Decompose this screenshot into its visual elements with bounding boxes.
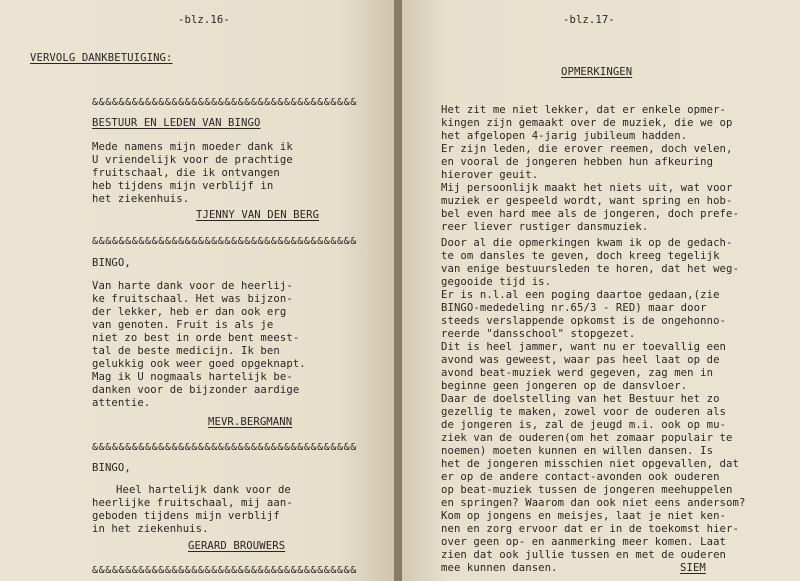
letter2-line: Mag ik U nogmaals hartelijk be-: [92, 371, 293, 383]
paragraph-line: reer liever rustiger dansmuziek.: [441, 221, 649, 233]
separator: &&&&&&&&&&&&&&&&&&&&&&&&&&&&&&&&&&&&&&&&: [92, 565, 357, 576]
letter2-signature: MEVR.BERGMANN: [208, 416, 293, 428]
book-gutter: [394, 0, 402, 581]
letter2-line: danken voor de bijzonder aardige: [92, 384, 300, 396]
paragraph-line: Daar de doelstelling van het Bestuur het zo: [441, 393, 720, 405]
paragraph-line: mee kunnen dansen.: [441, 562, 558, 574]
paragraph-line: Er zijn leden, die erover reemen, doch velen,: [441, 143, 733, 155]
letter2-line: tal de beste medicijn. Ik ben: [92, 345, 280, 357]
right-heading: OPMERKINGEN: [561, 66, 633, 78]
left-heading: VERVOLG DANKBETUIGING:: [30, 52, 173, 64]
paragraph-line: avond beat-muziek werd gegeven, zag men in: [441, 367, 714, 379]
left-page-number: -blz.16-: [178, 14, 230, 26]
paragraph-line: en springen? Waarom dan ook niet eens andersom?: [441, 497, 746, 509]
letter2-salutation: BINGO,: [92, 257, 131, 269]
paragraph-line: er op de andere contact-avonden ook ouderen: [441, 471, 720, 483]
paragraph-line: beginne geen jongeren op de dansvloer.: [441, 380, 688, 392]
paragraph-line: hierover geuit.: [441, 169, 539, 181]
separator: &&&&&&&&&&&&&&&&&&&&&&&&&&&&&&&&&&&&&&&&: [92, 236, 357, 247]
letter1-line: fruitschaal, die ik ontvangen: [92, 167, 280, 179]
letter1-signature: TJENNY VAN DEN BERG: [196, 209, 320, 221]
paragraph-line: noemen) moeten kunnen en willen dansen. Is: [441, 445, 714, 457]
separator: &&&&&&&&&&&&&&&&&&&&&&&&&&&&&&&&&&&&&&&&: [92, 97, 357, 108]
paragraph-line: het de jongeren misschien niet opgevallen, dat: [441, 458, 739, 470]
paragraph-line: Mij persoonlijk maakt het niets uit, wat voor: [441, 182, 733, 194]
paragraph-line: reerde "dansschool" stopgezet.: [441, 328, 636, 340]
paragraph-line: te om dansles te geven, doch kreeg tegelijk: [441, 250, 720, 262]
paragraph-line: en vooral de jongeren hebben hun afkeuring: [441, 156, 714, 168]
paragraph-line: zien dat ook jullie tussen en met de ouderen: [441, 549, 727, 561]
letter3-salutation: BINGO,: [92, 462, 131, 474]
letter2-line: niet zo best in orde bent meest-: [92, 332, 300, 344]
paragraph-line: muziek er gespeeld wordt, want spring en hob-: [441, 195, 733, 207]
paragraph-line: het afgelopen 4-jarig jubileum hadden.: [441, 130, 688, 142]
paragraph-line: Er is n.l.al een poging daartoe gedaan,(zie: [441, 289, 720, 301]
letter2-line: attentie.: [92, 397, 151, 409]
letter3-line: heerlijke fruitschaal, mij aan-: [92, 497, 293, 509]
paragraph-line: de jongeren is, zal de jeugd m.i. ook op mu-: [441, 419, 727, 431]
paragraph-line: Kom op jongens en meisjes, laat je niet ken-: [441, 510, 727, 522]
paragraph-line: Door al die opmerkingen kwam ik op de gedach-: [441, 237, 733, 249]
letter1-line: Mede namens mijn moeder dank ik: [92, 141, 293, 153]
paragraph-line: nen en zorg ervoor dat er in de toekomst hier-: [441, 523, 739, 535]
paragraph-line: gegooide tijd is.: [441, 276, 552, 288]
letter1-line: U vriendelijk voor de prachtige: [92, 154, 293, 166]
letter3-signature: GERARD BROUWERS: [188, 540, 286, 552]
paragraph-line: Het zit me niet lekker, dat er enkele opmer-: [441, 104, 727, 116]
letter3-line: Heel hartelijk dank voor de: [116, 484, 291, 496]
paragraph-line: steeds verslappende opkomst is de ongehonno-: [441, 315, 727, 327]
separator: &&&&&&&&&&&&&&&&&&&&&&&&&&&&&&&&&&&&&&&&: [92, 442, 357, 453]
letter1-salutation: BESTUUR EN LEDEN VAN BINGO: [92, 117, 261, 129]
paragraph-line: Dit is heel jammer, want nu er toevallig een: [441, 341, 727, 353]
paragraph-line: over geen op- en aanmerking meer komen. Laat: [441, 536, 727, 548]
paragraph-line: van enige bestuursleden te horen, dat het weg-: [441, 263, 739, 275]
paragraph-line: BINGO-mededeling nr.65/3 - RED) maar door: [441, 302, 707, 314]
paragraph-line: avond was geweest, waar pas heel laat op de: [441, 354, 720, 366]
right-page-number: -blz.17-: [563, 14, 615, 26]
paragraph-line: bel even hard mee als de jongeren, doch prefe-: [441, 208, 739, 220]
letter2-line: ke fruitschaal. Het was bijzon-: [92, 293, 293, 305]
letter3-line: in het ziekenhuis.: [92, 523, 209, 535]
letter2-line: gelukkig ook weer goed opgeknapt.: [92, 358, 306, 370]
paragraph-line: op beat-muziek tussen de jongeren meehuppelen: [441, 484, 733, 496]
letter2-line: van genoten. Fruit is als je: [92, 319, 274, 331]
letter2-line: Van harte dank voor de heerlij-: [92, 280, 293, 292]
paragraph-line: kingen zijn gemaakt over de muziek, die we op: [441, 117, 733, 129]
letter1-line: het ziekenhuis.: [92, 193, 190, 205]
paragraph-line: ziek van de ouderen(om het zomaar populair te: [441, 432, 733, 444]
right-signature: SIEM: [680, 562, 706, 574]
letter3-line: geboden tijdens mijn verblijf: [92, 510, 280, 522]
paragraph-line: gezellig te maken, zowel voor de ouderen als: [441, 406, 727, 418]
letter2-line: der lekker, heb er dan ook erg: [92, 306, 287, 318]
letter1-line: heb tijdens mijn verblijf in: [92, 180, 274, 192]
